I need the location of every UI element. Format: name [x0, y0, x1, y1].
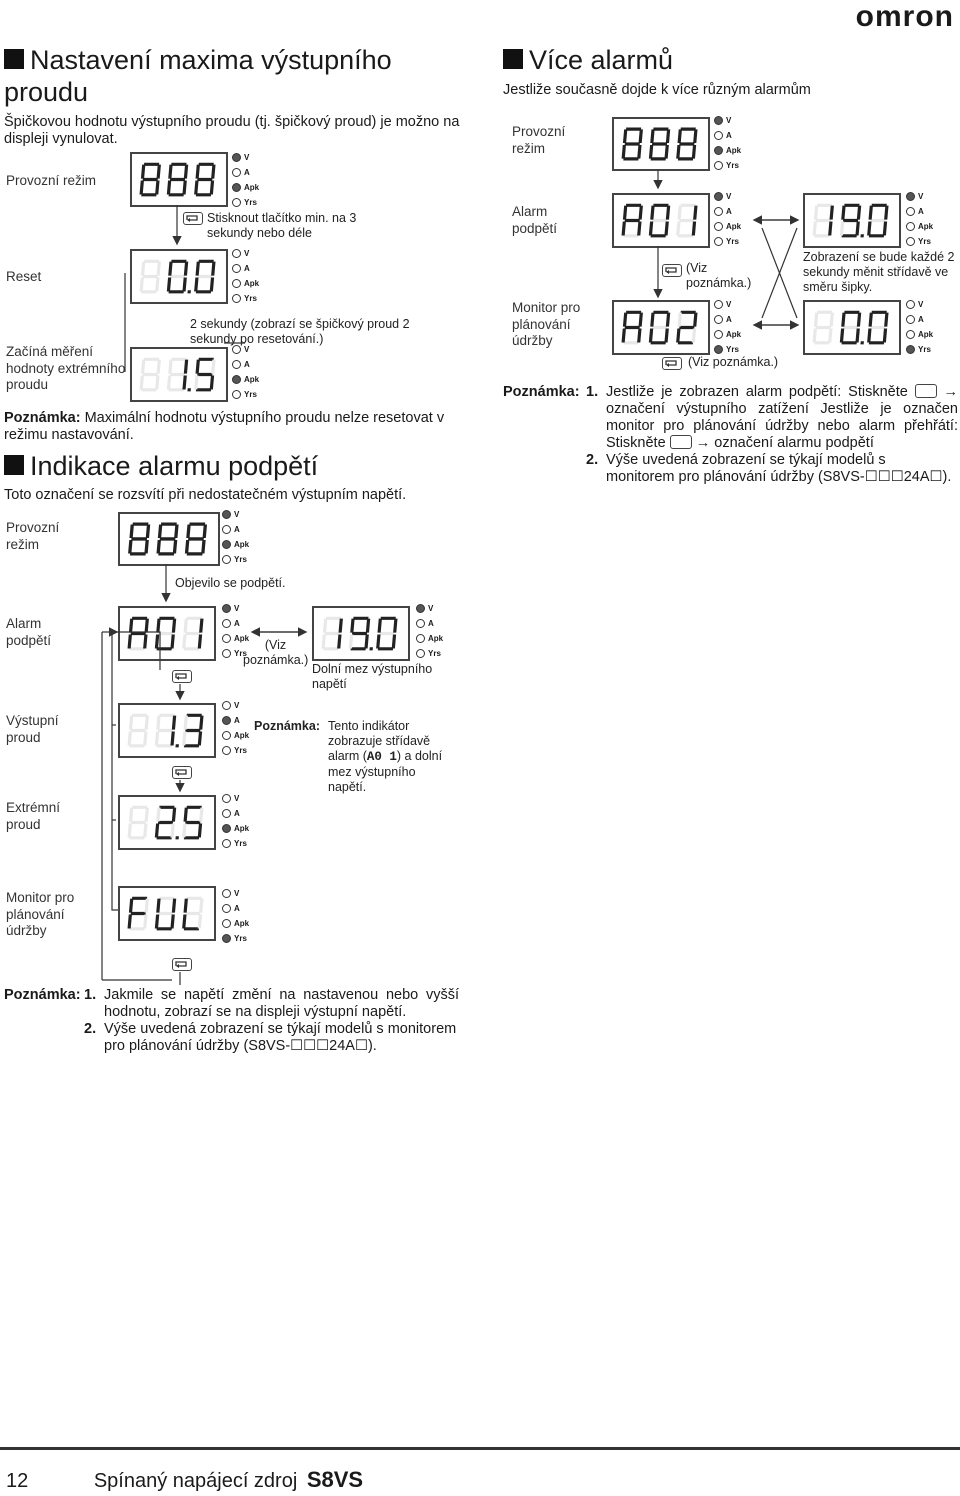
section-intro: Špičkovou hodnotu výstupního proudu (tj. špičkový proud) je možno na displeji vynulovat. — [4, 114, 460, 147]
led-yrs: Yrs — [222, 743, 249, 758]
led-apk: Apk — [222, 821, 249, 836]
lower-limit-note: Dolní mez výstupního napětí — [312, 662, 433, 691]
two-second-note: 2 sekundy (zobrazí se špičkový proud 2 sekundy po resetování.) — [190, 317, 410, 346]
led-apk: Apk — [222, 537, 249, 552]
led-apk: Apk — [232, 372, 259, 387]
led-apk: Apk — [906, 219, 933, 234]
section-title-peak: Nastavení maxima výstupního proudu — [4, 45, 392, 107]
label-run-mode: Provozní režim — [6, 173, 97, 188]
led-apk: Apk — [222, 916, 249, 931]
led-yrs: Yrs — [222, 552, 249, 567]
led-a: A — [222, 806, 249, 821]
led-v: V — [222, 507, 249, 522]
led-a: A — [222, 713, 249, 728]
label-run-mode: Provozní režim — [512, 124, 566, 156]
indicator-note: Poznámka: Tento indikátor zobrazuje střídavě alarm (A0 1) a dolní mez výstupního napětí. — [254, 719, 443, 794]
footer-rule — [0, 1447, 960, 1450]
led-v: V — [416, 601, 443, 616]
led-v: V — [714, 189, 741, 204]
led-apk: Apk — [906, 327, 933, 342]
arrow-icon: → — [695, 435, 711, 451]
label-alarm-undervoltage: Alarm podpětí — [512, 204, 558, 236]
led-a: A — [714, 204, 741, 219]
press-note: Stisknout tlačítko min. na 3 sekundy nebo déle — [207, 211, 357, 240]
led-a: A — [232, 165, 259, 180]
see-note: (Viz poznámka.) — [688, 355, 779, 369]
alternate-note: Zobrazení se bude každé 2 sekundy měnit střídavě ve směru šipky. — [803, 250, 955, 294]
led-apk: Apk — [232, 180, 259, 195]
led-a: A — [232, 261, 259, 276]
led-yrs: Yrs — [232, 387, 259, 402]
footer — [6, 1467, 363, 1493]
led-apk: Apk — [416, 631, 443, 646]
label-output-current: Výstupní proud — [6, 713, 59, 745]
led-v: V — [232, 246, 259, 261]
led-a: A — [714, 128, 741, 143]
led-v: V — [232, 150, 259, 165]
led-v: V — [222, 886, 249, 901]
led-yrs: Yrs — [222, 836, 249, 851]
see-note: (Viz poznámka.) — [686, 261, 752, 290]
led-a: A — [232, 357, 259, 372]
led-yrs: Yrs — [232, 195, 259, 210]
led-a: A — [222, 616, 249, 631]
undervoltage-appeared: Objevilo se podpětí. — [175, 576, 286, 590]
arrow-icon: → — [943, 384, 958, 400]
led-a: A — [222, 901, 249, 916]
footnote-peak: Poznámka: Maximální hodnotu výstupního proudu nelze resetovat v režimu nastavování. — [4, 410, 445, 443]
led-v: V — [222, 698, 249, 713]
led-apk: Apk — [714, 327, 741, 342]
led-apk: Apk — [222, 728, 249, 743]
led-v: V — [906, 189, 933, 204]
led-v: V — [714, 297, 741, 312]
led-yrs: Yrs — [232, 291, 259, 306]
led-v: V — [714, 113, 741, 128]
led-a: A — [906, 204, 933, 219]
led-yrs: Yrs — [714, 342, 741, 357]
led-apk: Apk — [714, 143, 741, 158]
led-yrs: Yrs — [714, 234, 741, 249]
led-yrs: Yrs — [906, 234, 933, 249]
led-yrs: Yrs — [714, 158, 741, 173]
led-a: A — [222, 522, 249, 537]
led-a: A — [416, 616, 443, 631]
model-name: S8VS — [306, 1467, 364, 1492]
led-yrs: Yrs — [222, 931, 249, 946]
led-yrs: Yrs — [416, 646, 443, 661]
led-v: V — [906, 297, 933, 312]
label-run-mode: Provozní režim — [6, 520, 60, 552]
label-maintenance-monitor: Monitor pro plánování údržby — [6, 890, 75, 938]
label-alarm-undervoltage: Alarm podpětí — [6, 616, 52, 648]
page-number: 12 — [6, 1470, 29, 1492]
footnotes-multiple: Poznámka: 1. Jestliže je zobrazen alarm podpětí: Stiskněte → označení výstupního zatížení Jestliže je označen monitor pro plánování údržby nebo alarm přehřátí: Stiskněte → označení alarmu podpětí 2. Výše uvedená zobrazení se týkají modelů s monitorem pro plánování údržby (S8VS-☐☐☐24A☐). — [503, 384, 958, 485]
led-apk: Apk — [232, 276, 259, 291]
label-reset: Reset — [6, 269, 42, 284]
label-extreme-current: Extrémní proud — [6, 800, 61, 832]
section-title-undervoltage: Indikace alarmu podpětí — [4, 450, 318, 482]
label-start-measure: Začíná měření hodnoty extrémního proudu — [6, 344, 126, 392]
led-v: V — [222, 601, 249, 616]
led-v: V — [232, 342, 259, 357]
led-yrs: Yrs — [222, 646, 249, 661]
section-intro: Jestliže současně dojde k více různým alarmům — [503, 82, 811, 98]
section-title-multiple: Více alarmů — [503, 44, 673, 76]
led-apk: Apk — [222, 631, 249, 646]
section-intro: Toto označení se rozsvítí při nedostatečném výstupním napětí. — [4, 487, 407, 503]
led-a: A — [714, 312, 741, 327]
led-yrs: Yrs — [906, 342, 933, 357]
product-name: Spínaný napájecí zdroj — [93, 1470, 298, 1492]
omron-logo: omron — [855, 0, 954, 33]
led-v: V — [222, 791, 249, 806]
led-a: A — [906, 312, 933, 327]
footnotes-undervoltage: Poznámka: 1. Jakmile se napětí změní na nastavenou nebo vyšší hodnotu, zobrazí se na displeji výstupní napětí. 2. Výše uvedená zobrazení se týkají modelů s monitorem pro plánování údržby (S8VS-☐☐☐24A☐). — [4, 987, 459, 1054]
led-apk: Apk — [714, 219, 741, 234]
see-note: (Viz poznámka.) — [243, 638, 309, 667]
label-maintenance-monitor: Monitor pro plánování údržby — [512, 300, 581, 348]
